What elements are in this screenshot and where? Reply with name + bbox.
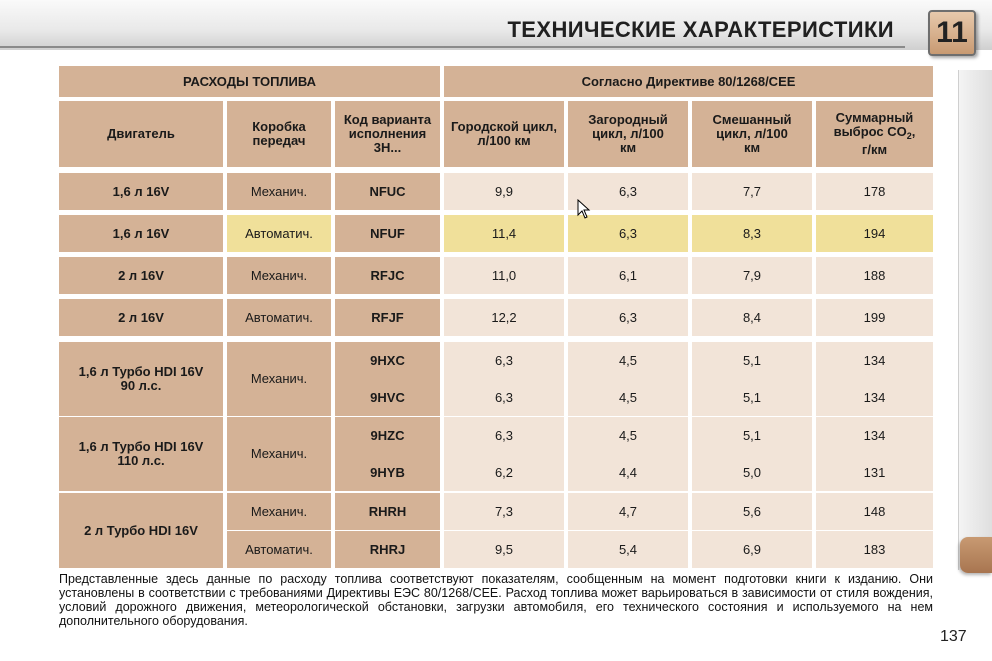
cell-city: 9,5 <box>444 531 564 568</box>
col-header-engine: Двигатель <box>59 101 223 167</box>
cell-gearbox: Автоматич. <box>227 299 331 336</box>
cell-highway: 4,5 <box>568 342 688 379</box>
col-header-code: Код варианта исполнения 3H... <box>335 101 440 167</box>
cell-city: 6,3 <box>444 417 564 454</box>
cell-highway: 6,1 <box>568 257 688 294</box>
cell-city: 6,2 <box>444 454 564 491</box>
cell-highway: 4,7 <box>568 493 688 530</box>
cell-mixed: 6,9 <box>692 531 812 568</box>
cell-code: RFJC <box>335 257 440 294</box>
cell-co2: 131 <box>816 454 933 491</box>
cell-highway: 5,4 <box>568 531 688 568</box>
side-section-tab[interactable] <box>960 537 992 573</box>
cell-co2: 134 <box>816 417 933 454</box>
cell-city: 11,0 <box>444 257 564 294</box>
cell-co2: 134 <box>816 342 933 379</box>
cell-code: 9HXC <box>335 342 440 379</box>
side-tab-strip <box>958 70 992 570</box>
cell-code: 9HZC <box>335 417 440 454</box>
col-header-gearbox: Коробка передач <box>227 101 331 167</box>
cell-code: RHRH <box>335 493 440 530</box>
cell-mixed: 8,3 <box>692 215 812 252</box>
cell-engine: 2 л 16V <box>59 299 223 336</box>
cell-gearbox: Механич. <box>227 342 331 416</box>
col-header-highway: Загородный цикл, л/100 км <box>568 101 688 167</box>
cell-highway: 4,5 <box>568 417 688 454</box>
cell-highway: 6,3 <box>568 299 688 336</box>
cell-highway: 4,4 <box>568 454 688 491</box>
cell-highway: 4,5 <box>568 379 688 416</box>
cell-code: NFUC <box>335 173 440 210</box>
cell-gearbox: Механич. <box>227 417 331 491</box>
cell-engine: 2 л 16V <box>59 257 223 294</box>
cell-city: 7,3 <box>444 493 564 530</box>
co2-header-text: Суммарный выброс $CO_2$, г/км <box>833 110 916 157</box>
cell-city: 12,2 <box>444 299 564 336</box>
cell-gearbox: Автоматич. <box>227 215 331 252</box>
col-header-mixed: Смешанный цикл, л/100 км <box>692 101 812 167</box>
cell-code: NFUF <box>335 215 440 252</box>
cell-co2: 183 <box>816 531 933 568</box>
cell-city: 9,9 <box>444 173 564 210</box>
fuel-consumption-table <box>59 66 933 568</box>
cell-city: 11,4 <box>444 215 564 252</box>
cell-mixed: 5,1 <box>692 342 812 379</box>
cell-mixed: 5,1 <box>692 379 812 416</box>
group-header-directive: Согласно Директиве 80/1268/CEE <box>444 66 933 97</box>
chapter-tab[interactable] <box>928 10 976 56</box>
cell-mixed: 7,7 <box>692 173 812 210</box>
page-title: ТЕХНИЧЕСКИЕ ХАРАКТЕРИСТИКИ <box>507 17 894 42</box>
col-header-city: Городской цикл, л/100 км <box>444 101 564 167</box>
cell-highway: 6,3 <box>568 215 688 252</box>
cell-city: 6,3 <box>444 379 564 416</box>
cell-gearbox: Механич. <box>227 493 331 530</box>
cell-co2: 178 <box>816 173 933 210</box>
cell-code: RHRJ <box>335 531 440 568</box>
page-number: 137 <box>940 628 967 645</box>
cell-co2: 134 <box>816 379 933 416</box>
header-rule <box>0 46 905 48</box>
footnote: Представленные здесь данные по расходу топлива соответствуют показателям, сообщенным на момент подготовки книги к изданию. Они установлены в соответствии с требованиями Директивы ЕЭС 80/1268/CEE. Расход топлива может варьироваться в зависимости от стиля вождения, условий дорожного движения, метеорологической обстановки, загрузки автомобиля, его технического состояния и используемого на нем дополнительного оборудования. <box>59 572 933 628</box>
chapter-number: 11 <box>936 16 968 49</box>
cell-mixed: 7,9 <box>692 257 812 294</box>
mouse-pointer-icon <box>577 199 591 219</box>
cell-co2: 188 <box>816 257 933 294</box>
cell-mixed: 8,4 <box>692 299 812 336</box>
cell-co2: 199 <box>816 299 933 336</box>
col-header-co2 <box>816 101 933 167</box>
cell-mixed: 5,1 <box>692 417 812 454</box>
cell-code: 9HVC <box>335 379 440 416</box>
cell-engine: 1,6 л 16V <box>59 215 223 252</box>
cell-engine: 1,6 л Турбо HDI 16V 90 л.с. <box>59 342 223 416</box>
cell-co2: 148 <box>816 493 933 530</box>
cell-code: RFJF <box>335 299 440 336</box>
cell-co2: 194 <box>816 215 933 252</box>
cell-engine: 1,6 л 16V <box>59 173 223 210</box>
cell-engine: 1,6 л Турбо HDI 16V 110 л.с. <box>59 417 223 491</box>
cell-gearbox: Механич. <box>227 257 331 294</box>
cell-city: 6,3 <box>444 342 564 379</box>
cell-mixed: 5,6 <box>692 493 812 530</box>
cell-engine: 2 л Турбо HDI 16V <box>59 493 223 568</box>
cell-highway: 6,3 <box>568 173 688 210</box>
group-header-fuel: РАСХОДЫ ТОПЛИВА <box>59 66 440 97</box>
cell-mixed: 5,0 <box>692 454 812 491</box>
cell-gearbox: Автоматич. <box>227 531 331 568</box>
cell-gearbox: Механич. <box>227 173 331 210</box>
cell-code: 9HYB <box>335 454 440 491</box>
